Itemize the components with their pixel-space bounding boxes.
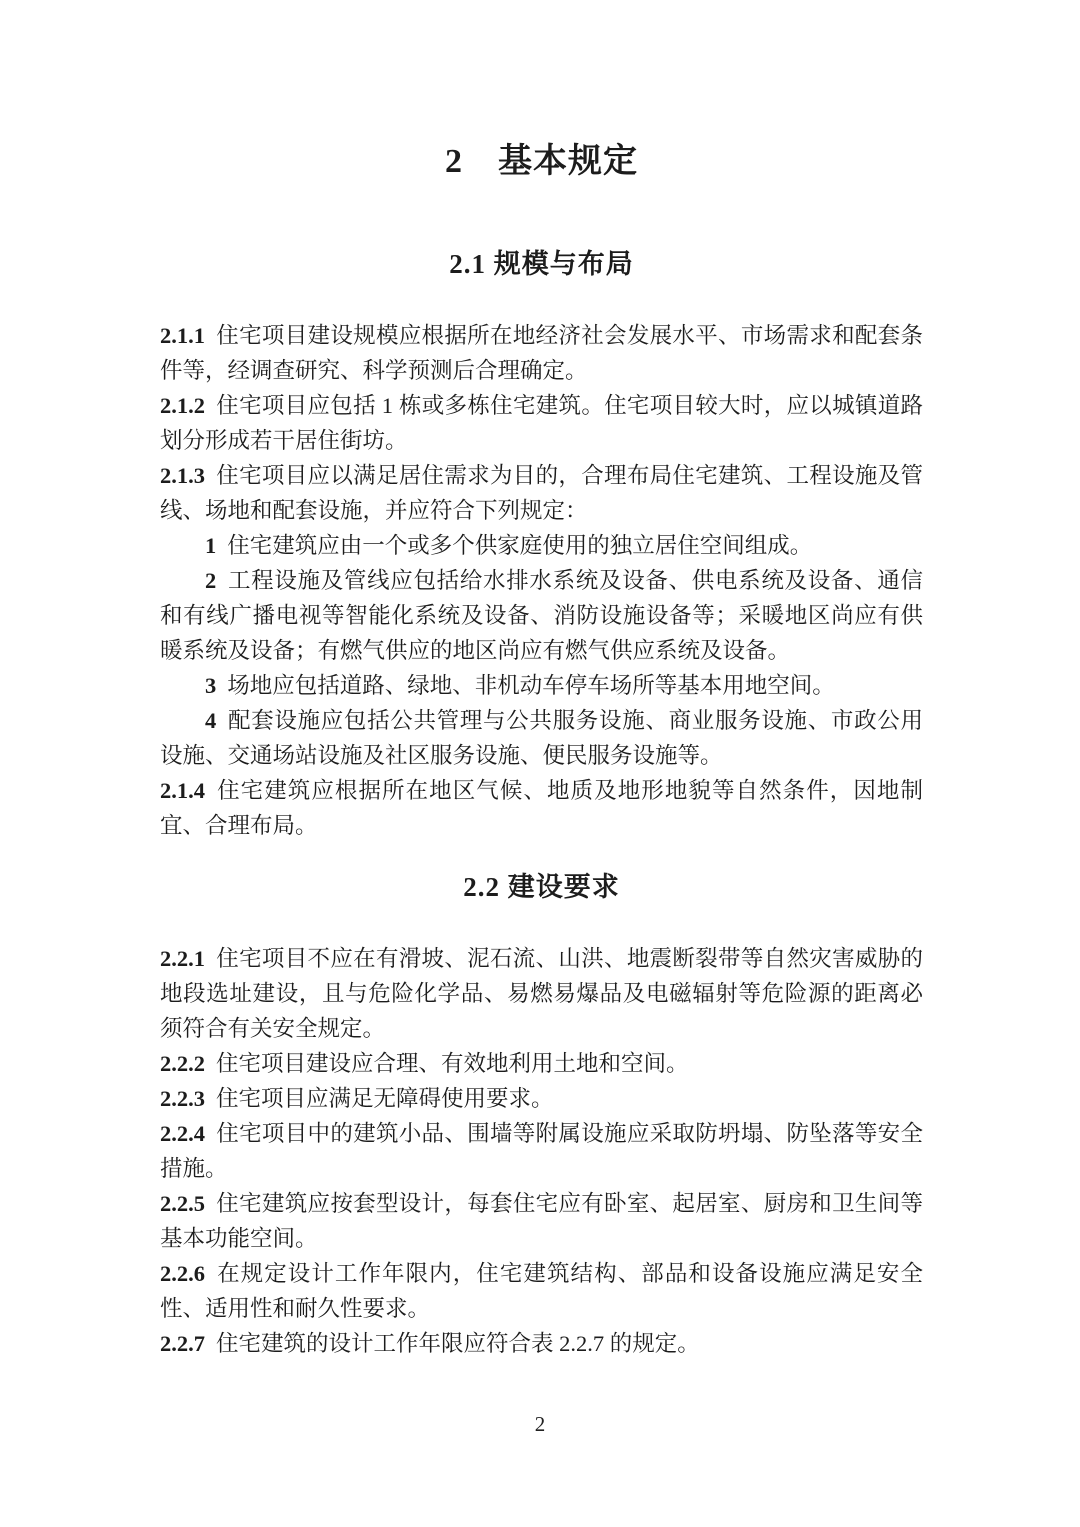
clause-2-1-3-item-2 [160, 563, 923, 668]
item-text: 工程设施及管线应包括给水排水系统及设备、供电系统及设备、通信和有线广播电视等智能化系统及设备、消防设施设备等；采暖地区尚应有供暖系统及设备；有燃气供应的地区尚应有燃气供应系统及设备。 [160, 568, 923, 663]
clause-number: 2.2.1 [160, 946, 205, 971]
clause-number: 2.1.1 [160, 323, 205, 348]
clause-2-2-5 [160, 1186, 923, 1256]
section-2-2-heading: 2.2 建设要求 [463, 872, 620, 902]
clause-number: 2.2.6 [160, 1261, 205, 1286]
clause-2-1-3 [160, 458, 923, 528]
item-number: 3 [205, 673, 217, 698]
clause-text: 住宅项目不应在有滑坡、泥石流、山洪、地震断裂带等自然灾害威胁的地段选址建设，且与危险化学品、易燃易爆品及电磁辐射等危险源的距离必须符合有关安全规定。 [160, 946, 923, 1041]
clause-text: 住宅项目建设规模应根据所在地经济社会发展水平、市场需求和配套条件等，经调查研究、科学预测后合理确定。 [160, 323, 923, 383]
clause-2-1-4 [160, 773, 923, 843]
clause-number: 2.2.7 [160, 1331, 205, 1356]
item-number: 1 [205, 533, 217, 558]
clause-2-2-3 [160, 1081, 923, 1116]
item-number: 2 [205, 568, 217, 593]
clause-text: 住宅项目应包括 1 栋或多栋住宅建筑。住宅项目较大时，应以城镇道路划分形成若干居住街坊。 [160, 393, 923, 453]
item-text: 场地应包括道路、绿地、非机动车停车场所等基本用地空间。 [227, 673, 835, 698]
clause-text: 住宅项目应以满足居住需求为目的，合理布局住宅建筑、工程设施及管线、场地和配套设施，并应符合下列规定： [160, 463, 923, 523]
clause-2-1-3-item-3 [160, 668, 923, 703]
clause-2-2-2 [160, 1046, 923, 1081]
clause-2-1-3-item-1 [160, 528, 923, 563]
clause-number: 2.1.4 [160, 778, 205, 803]
clause-number: 2.2.4 [160, 1121, 205, 1146]
clause-text: 住宅项目中的建筑小品、围墙等附属设施应采取防坍塌、防坠落等安全措施。 [160, 1121, 923, 1181]
clause-2-2-1 [160, 941, 923, 1046]
clause-2-2-7 [160, 1326, 923, 1361]
clause-text: 住宅建筑应根据所在地区气候、地质及地形地貌等自然条件，因地制宜、合理布局。 [160, 778, 923, 838]
clause-text: 住宅建筑应按套型设计，每套住宅应有卧室、起居室、厨房和卫生间等基本功能空间。 [160, 1191, 923, 1251]
clause-number: 2.1.3 [160, 463, 205, 488]
clause-2-1-1 [160, 318, 923, 388]
clause-number: 2.1.2 [160, 393, 205, 418]
clause-2-2-6 [160, 1256, 923, 1326]
clause-text: 在规定设计工作年限内，住宅建筑结构、部品和设备设施应满足安全性、适用性和耐久性要求。 [160, 1261, 923, 1321]
clause-text: 住宅建筑的设计工作年限应符合表 2.2.7 的规定。 [216, 1331, 700, 1356]
clause-number: 2.2.2 [160, 1051, 205, 1076]
page-number: 2 [534, 1412, 546, 1436]
clause-text: 住宅项目建设应合理、有效地利用土地和空间。 [216, 1051, 689, 1076]
section-2-2 [160, 869, 923, 1361]
item-text: 配套设施应包括公共管理与公共服务设施、商业服务设施、市政公用设施、交通场站设施及社区服务设施、便民服务设施等。 [160, 708, 923, 768]
chapter-title: 2 基本规定 [445, 143, 638, 180]
clause-number: 2.2.5 [160, 1191, 205, 1216]
clause-2-2-4 [160, 1116, 923, 1186]
clause-text: 住宅项目应满足无障碍使用要求。 [216, 1086, 554, 1111]
section-2-1 [160, 246, 923, 843]
section-2-1-heading: 2.1 规模与布局 [449, 249, 634, 279]
clause-2-1-2 [160, 388, 923, 458]
clause-2-1-3-item-4 [160, 703, 923, 773]
item-text: 住宅建筑应由一个或多个供家庭使用的独立居住空间组成。 [227, 533, 813, 558]
item-number: 4 [205, 708, 217, 733]
clause-number: 2.2.3 [160, 1086, 205, 1111]
